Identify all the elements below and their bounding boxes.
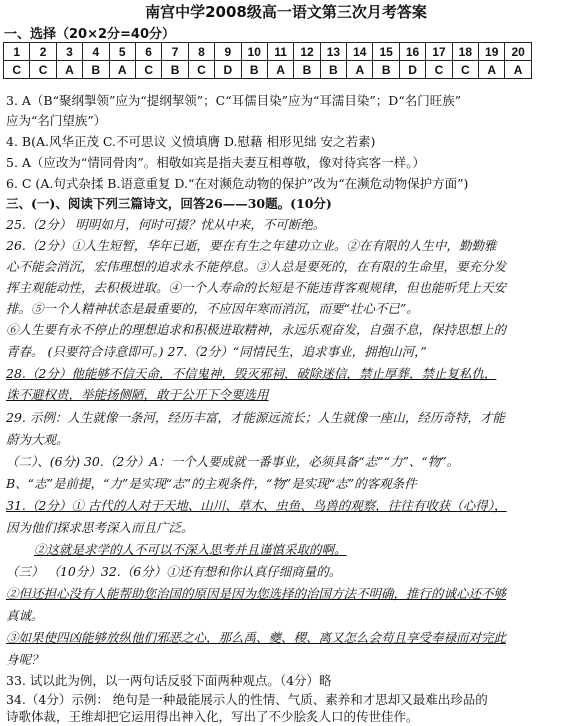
question-number: 14 [347,43,373,61]
answer-letter: C [135,61,161,79]
answer-letter: A [267,61,293,79]
question-number: 13 [320,43,346,61]
question-number: 17 [426,43,452,61]
answer-line-q28-cont: 诛不避权贵，举能扬侧陋，敢于公开下令要选用 [6,387,269,402]
question-number: 3 [56,43,82,61]
question-number: 8 [188,43,214,61]
answer-line-q32-cont1: ②但还担心没有人能帮助您治国的原因是因为您选择的治国方法不明确，推行的诚心还不够 [6,586,507,601]
answer-letter: B [241,61,267,79]
answer-letter: A [505,61,531,79]
answer-table [3,42,532,79]
question-number: 15 [373,43,399,61]
question-number: 11 [267,43,293,61]
answer-letter: C [452,61,478,79]
answer-letter: B [162,61,188,79]
answer-line-q25: 25.（2分） 明明如月，何时可掇？忧从中来，不可断绝。 [6,217,326,232]
question-number: 19 [479,43,505,61]
question-number: 4 [83,43,109,61]
answer-line-q4: 4. B(A.风华正茂 C.不可思议 义愤填膺 D.慰藉 相形见绌 安之若素) [6,134,376,149]
answer-letter: A [479,61,505,79]
answer-letter: C [30,61,56,79]
page-title: 南宫中学2008级高一语文第三次月考答案 [145,3,427,21]
question-number: 7 [162,43,188,61]
answer-letter: C [188,61,214,79]
answer-line-q3: 3. A（B“聚纲掣领”应为“提纲挈领”；C“耳儒目染”应为“耳濡目染”；D“名门旺族” [6,93,462,108]
answer-line-q32-cont2: 真诚。 [6,608,44,623]
answer-line-q32: （三） （10分）32.（6分）①还有想和你认真仔细商量的。 [6,564,342,579]
answer-letter: D [399,61,425,79]
question-number: 16 [399,43,425,61]
answer-letter: C [4,61,30,79]
answer-line-q27: 青春。 (只要符合诗意即可。) 27.（2分）“同情民生，追求事业，拥抱山河，” [6,344,427,359]
question-number: 5 [109,43,135,61]
answer-line-q26-cont2: 挥主观能动性，去积极进取。④一个人寿命的长短是不能违背客观规律，但也能听凭上天安 [6,280,507,295]
answer-line-q32-cont3: ③如果使四凶能够放纵他们邪恶之心，那么禹、夔、稷、离又怎么会苟且享受奉禄而对完此 [6,630,507,645]
answer-letter: A [56,61,82,79]
answer-line-q34-cont: 诗歌体裁，王维却把它运用得出神入化，写出了不少脍炙人口的传世佳作。 [6,709,419,724]
answer-letter: D [215,61,241,79]
answer-line-q29-cont: 蔚为大观。 [6,432,69,447]
answer-line-q26-cont1: 心不能会消沉，宏伟理想的追求永不能停息。③人总是要死的，在有限的生命里，要充分发 [6,259,507,274]
answer-line-q3-cont: 应为“名门望族”） [6,113,107,128]
answer-letter: B [373,61,399,79]
answer-line-q29: 29. 示例：人生就像一条河，经历丰富，才能源远流长；人生就像一座山，经历奇特，才能 [6,410,505,425]
answer-letter: C [426,61,452,79]
answer-letter: B [83,61,109,79]
question-number: 2 [30,43,56,61]
question-number: 1 [4,43,30,61]
answer-line-q30-cont: B、“志”是前提，“力”是实现“志”的主观条件，“物”是实现“志”的客观条件 [6,476,417,491]
question-number: 6 [135,43,161,61]
answer-line-q33: 33. 试以此为例，以一两句话反驳下面两种观点。（4分）略 [6,673,332,688]
question-number-row [4,43,532,61]
answer-line-q5: 5. A（应改为“情同骨肉”。相敬如宾是指夫妻互相尊敬，像对待宾客一样。） [6,155,425,170]
section-heading-reading: 三、(一)、阅读下列三篇诗文，回答26——30题。(10分) [6,196,332,211]
section-heading-choice: 一、选择（20×2分=40分） [4,27,176,42]
question-number: 18 [452,43,478,61]
question-number: 20 [505,43,531,61]
answer-line-q31: 31.（2分）① 古代的人对于天地、山川、草木、虫鱼、鸟兽的观察，往往有收获（心得）， [6,498,507,513]
question-number: 12 [294,43,320,61]
answer-letter: A [109,61,135,79]
answer-line-q6: 6. C (A.句式杂揉 B.语意重复 D.“在对濒危动物的保护”改为“在濒危动物保护方面”) [6,176,469,191]
answer-line-q31-cont2: ②这就是求学的人不可以不深入思考并且谨慎采取的啊。 [34,542,347,557]
answer-letter-row [4,61,532,79]
answer-line-q26-cont3: 排。⑤一个人精神状态是最重要的，不应因年寒而消沉，而要“壮心不已”。 [6,301,419,316]
answer-line-q26-cont4: ⑥人生要有永不停止的理想追求和积极进取精神，永远乐观奋发，自强不息，保持思想上的 [6,322,507,337]
answer-line-q28: 28.（2分）他能够不信天命，不信鬼神，毁灭邪祠，破除迷信，禁止厚葬，禁止复私仇， [6,366,497,381]
answer-line-q34: 34.（4分）示例： 绝句是一种最能展示人的性情、气质、素养和才思却又最难出珍品的 [6,692,488,707]
answer-line-q32-cont4: 身呢？ [6,652,44,667]
answer-letter: B [294,61,320,79]
question-number: 9 [215,43,241,61]
answer-letter: B [320,61,346,79]
answer-line-q31-cont: 因为他们探求思考深入而且广泛。 [6,520,194,535]
answer-letter: A [347,61,373,79]
answer-line-q26: 26.（2分）①人生短暂，华年已逝，要在有生之年建功立业。②在有限的人生中，勤勤雅 [6,238,497,253]
answer-line-q30: （二）、(6分) 30.（2分）A：一个人要成就一番事业，必须具备“志”“力”、“物”。 [6,454,460,469]
question-number: 10 [241,43,267,61]
